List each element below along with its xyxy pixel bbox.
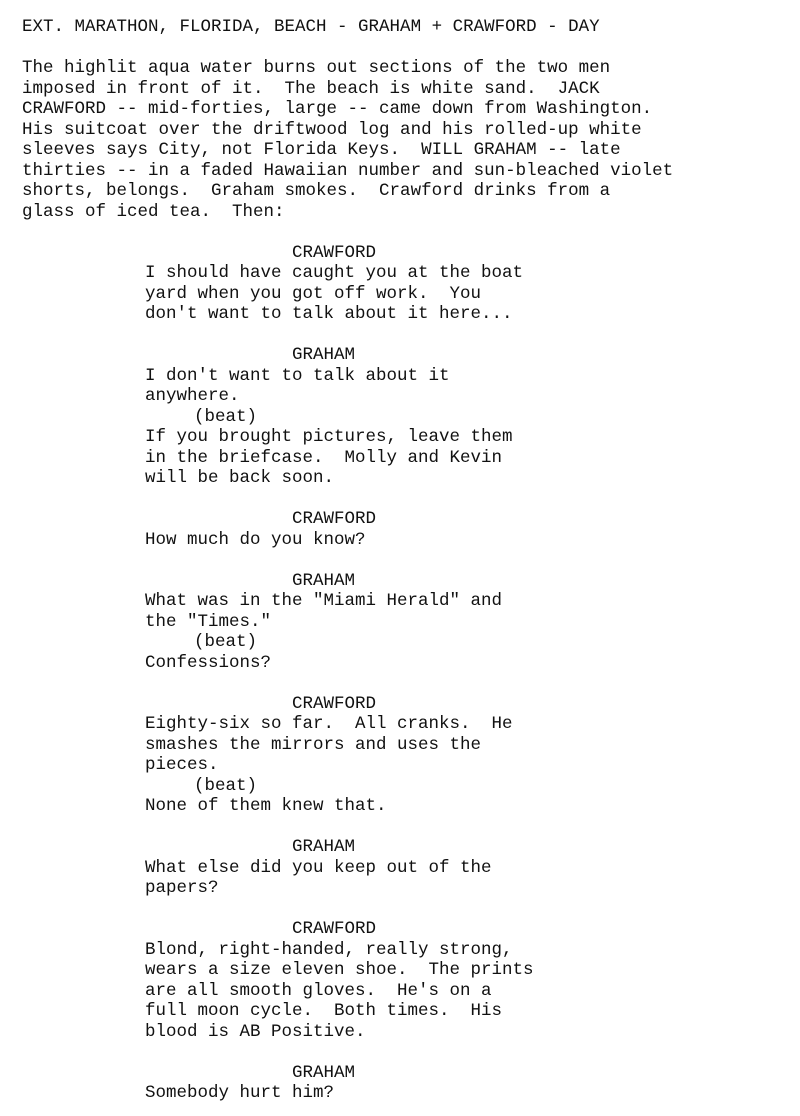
dialogue-line: Somebody hurt him?: [145, 1083, 335, 1103]
parenthetical: (beat): [194, 406, 258, 427]
character-name: CRAWFORD: [292, 919, 377, 939]
dialogue-line: papers?: [145, 878, 219, 898]
dialogue-line: I don't want to talk about it: [145, 365, 450, 386]
dialogue-line: None of them knew that.: [145, 796, 387, 816]
action-line: thirties -- in a faded Hawaiian number and sun-bleached violet: [22, 160, 674, 181]
dialogue-line: What else did you keep out of the: [145, 857, 492, 878]
character-name: GRAHAM: [292, 837, 356, 857]
action-line: His suitcoat over the driftwood log and his rolled-up white: [22, 119, 642, 140]
action-line: CRAWFORD -- mid-forties, large -- came down from Washington.: [22, 99, 653, 119]
dialogue-line: don't want to talk about it here...: [145, 304, 513, 324]
dialogue-line: If you brought pictures, leave them: [145, 427, 513, 447]
character-name: GRAHAM: [292, 1062, 356, 1083]
dialogue-line: are all smooth gloves. He's on a: [145, 980, 492, 1001]
dialogue-line: How much do you know?: [145, 529, 366, 550]
dialogue-line: Confessions?: [145, 652, 272, 673]
dialogue-line: full moon cycle. Both times. His: [145, 1001, 503, 1021]
character-name: CRAWFORD: [292, 509, 377, 529]
parenthetical: (beat): [194, 632, 258, 652]
character-name: GRAHAM: [292, 345, 356, 365]
dialogue-line: What was in the "Miami Herald" and: [145, 591, 503, 611]
scene-heading: EXT. MARATHON, FLORIDA, BEACH - GRAHAM + CRAWFORD - DAY: [22, 17, 600, 37]
dialogue-line: Blond, right-handed, really strong,: [145, 939, 513, 960]
action-line: shorts, belongs. Graham smokes. Crawford drinks from a: [22, 181, 611, 201]
dialogue-line: pieces.: [145, 755, 219, 775]
dialogue-line: will be back soon.: [145, 468, 335, 488]
character-name: CRAWFORD: [292, 242, 377, 263]
action-line: imposed in front of it. The beach is white sand. JACK: [22, 78, 600, 99]
character-name: CRAWFORD: [292, 693, 377, 714]
character-name: GRAHAM: [292, 570, 356, 591]
dialogue-line: the "Times.": [145, 611, 272, 632]
dialogue-line: Eighty-six so far. All cranks. He: [145, 714, 513, 734]
dialogue-line: in the briefcase. Molly and Kevin: [145, 447, 503, 468]
dialogue-line: blood is AB Positive.: [145, 1021, 366, 1042]
dialogue-line: yard when you got off work. You: [145, 283, 482, 304]
action-line: glass of iced tea. Then:: [22, 201, 285, 222]
dialogue-line: wears a size eleven shoe. The prints: [145, 960, 534, 980]
dialogue-line: anywhere.: [145, 386, 240, 406]
parenthetical: (beat): [194, 775, 258, 796]
dialogue-line: I should have caught you at the boat: [145, 263, 524, 283]
action-line: The highlit aqua water burns out sections of the two men: [22, 58, 611, 78]
dialogue-line: smashes the mirrors and uses the: [145, 734, 482, 755]
action-line: sleeves says City, not Florida Keys. WILL GRAHAM -- late: [22, 140, 621, 160]
